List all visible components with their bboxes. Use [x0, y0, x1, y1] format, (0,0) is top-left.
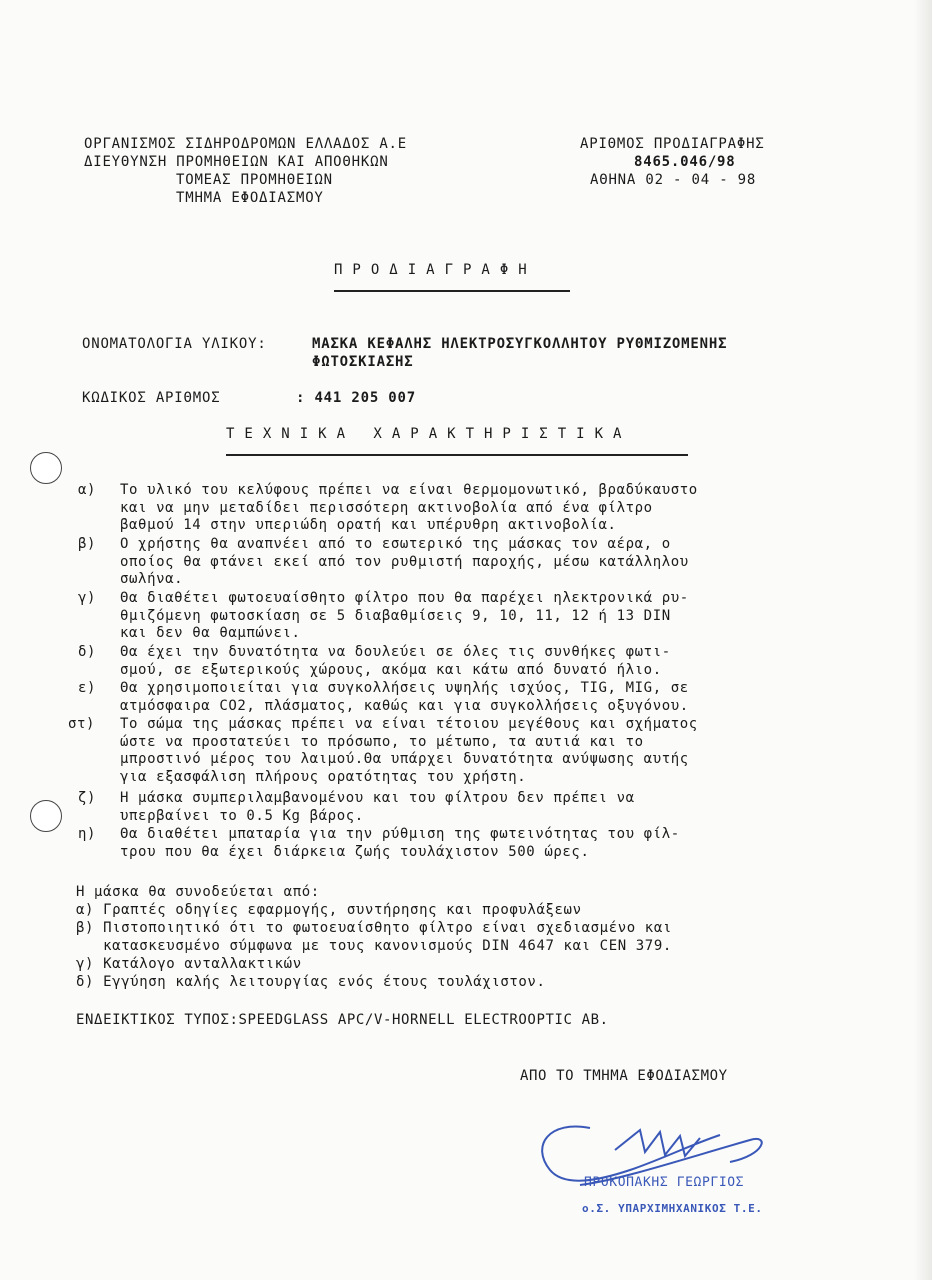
punch-hole-top [30, 452, 62, 484]
spec-item-label: δ) [78, 644, 97, 660]
org-line-1: ΟΡΓΑΝΙΣΜΟΣ ΣΙΔΗΡΟΔΡΟΜΩΝ ΕΛΛΑΔΟΣ Α.Ε [84, 136, 408, 152]
spec-item-label: β) [78, 536, 97, 552]
spec-item-text-line: Η μάσκα συμπεριλαμβανομένου και του φίλτρου δεν πρέπει να [120, 790, 635, 806]
spec-item-text-line: και δεν θα θαμπώνει. [120, 625, 301, 641]
spec-item-label: στ) [68, 716, 96, 732]
spec-item-text-line: οποίος θα φτάνει εκεί από τον ρυθμιστή παροχής, μέσω κατάλληλου [120, 553, 689, 570]
accompany-intro: Η μάσκα θα συνοδεύεται από: [76, 884, 320, 900]
accompany-line-3: κατασκευσμένο σύμφωνα με τους κανονισμούς DIN 4647 και CEN 379. [76, 938, 672, 954]
stamp-name: ΠΡΟΚΟΠΑΚΗΣ ΓΕΩΡΓΙΟΣ [584, 1175, 745, 1190]
spec-item-label: ε) [78, 680, 97, 696]
spec-item-label: η) [78, 826, 97, 842]
spec-item-text-line: σμού, σε εξωτερικούς χώρους, ακόμα και κάτω από δυνατό ήλιο. [120, 661, 662, 678]
spec-item-text-line: Το σώμα της μάσκας πρέπει να είναι τέτοιου μεγέθους και σχήματος [120, 716, 698, 732]
accompany-line-5: δ) Εγγύηση καλής λειτουργίας ενός έτους τουλάχιστον. [76, 974, 546, 990]
section-title: ΤΕΧΝΙΚΑ ΧΑΡΑΚΤΗΡΙΣΤΙΚΑ [226, 426, 632, 442]
spec-item-label: ζ) [78, 790, 97, 806]
material-name-line2: ΦΩΤΟΣΚΙΑΣΗΣ [312, 354, 414, 370]
from-department: ΑΠΟ ΤΟ ΤΜΗΜΑ ΕΦΟΔΙΑΣΜΟΥ [520, 1068, 728, 1084]
org-line-3: ΤΟΜΕΑΣ ΠΡΟΜΗΘΕΙΩΝ [176, 172, 333, 188]
accompany-line-4: γ) Κατάλογο ανταλλακτικών [76, 956, 302, 972]
spec-number-label: ΑΡΙΘΜΟΣ ΠΡΟΔΙΑΓΡΑΦΗΣ [580, 136, 765, 152]
spec-item-text-line: για εξασφάλιση πλήρους ορατότητας του χρήστη. [120, 768, 527, 785]
spec-item-label: α) [78, 482, 97, 498]
org-line-2: ΔΙΕΥΘΥΝΣΗ ΠΡΟΜΗΘΕΙΩΝ ΚΑΙ ΑΠΟΘΗΚΩΝ [84, 154, 389, 170]
spec-number: 8465.046/98 [634, 154, 736, 170]
spec-item-text-line: ώστε να προστατεύει το πρόσωπο, το μέτωπο, τα αυτιά και το [120, 733, 644, 750]
signature-scribble [520, 1100, 780, 1210]
spec-item-text-line: Ο χρήστης θα αναπνέει από το εσωτερικό της μάσκας τον αέρα, ο [120, 536, 671, 552]
code-value: : 441 205 007 [296, 390, 416, 406]
material-name-line1: ΜΑΣΚΑ ΚΕΦΑΛΗΣ ΗΛΕΚΤΡΟΣΥΓΚΟΛΛΗΤΟΥ ΡΥΘΜΙΖΟΜΕΝΗΣ [312, 336, 728, 352]
stamp-title: ο.Σ. ΥΠΑΡΧΙΜΗΧΑΝΙΚΟΣ Τ.Ε. [582, 1202, 763, 1215]
place-date: ΑΘΗΝΑ 02 - 04 - 98 [590, 172, 757, 188]
punch-hole-bottom [30, 800, 62, 832]
spec-item-text-line: βαθμού 14 στην υπεριώδη ορατή και υπέρυθρη ακτινοβολία. [120, 517, 617, 533]
accompany-line-2: β) Πιστοποιητικό ότι το φωτοευαίσθητο φίλτρο είναι σχεδιασμένο και [76, 920, 672, 936]
code-label: ΚΩΔΙΚΟΣ ΑΡΙΘΜΟΣ [82, 390, 221, 406]
spec-item-text-line: Θα έχει την δυνατότητα να δουλεύει σε όλες τις συνθήκες φωτι- [120, 644, 671, 660]
org-line-4: ΤΜΗΜΑ ΕΦΟΔΙΑΣΜΟΥ [176, 190, 324, 206]
title-underline [334, 290, 570, 292]
paper-edge-shadow [914, 0, 932, 1280]
section-title-underline [226, 454, 688, 456]
spec-item-text-line: Θα χρησιμοποιείται για συγκολλήσεις υψηλής ισχύος, TIG, MIG, σε [120, 680, 689, 696]
spec-item-text-line: μπροστινό μέρος του λαιμού.Θα υπάρχει δυνατότητα ανύψωσης αυτής [120, 751, 689, 767]
document-title: ΠΡΟΔΙΑΓΡΑΦΗ [334, 262, 537, 278]
spec-item-text-line: τρου που θα έχει διάρκεια ζωής τουλάχιστον 500 ώρες. [120, 843, 590, 860]
spec-item-text-line: υπερβαίνει το 0.5 Kg βάρος. [120, 807, 364, 824]
spec-item-label: γ) [78, 590, 97, 606]
spec-item-text-line: Θα διαθέτει φωτοευαίσθητο φίλτρο που θα παρέχει ηλεκτρονικά ρυ- [120, 590, 689, 606]
spec-item-text-line: θμιζόμενη φωτοσκίαση σε 5 διαβαθμίσεις 9, 10, 11, 12 ή 13 DIN [120, 607, 671, 624]
accompany-line-1: α) Γραπτές οδηγίες εφαρμογής, συντήρησης και προφυλάξεων [76, 902, 582, 918]
material-label: ΟΝΟΜΑΤΟΛΟΓΙΑ ΥΛΙΚΟΥ: [82, 336, 267, 352]
spec-item-text-line: Θα διαθέτει μπαταρία για την ρύθμιση της φωτεινότητας του φίλ- [120, 826, 680, 842]
spec-item-text-line: ατμόσφαιρα CO2, πλάσματος, καθώς και για συγκολλήσεις οξυγόνου. [120, 697, 689, 714]
spec-item-text-line: Το υλικό του κελύφους πρέπει να είναι θερμομονωτικό, βραδύκαυστο [120, 482, 698, 498]
indicative-type: ΕΝΔΕΙΚΤΙΚΟΣ ΤΥΠΟΣ:SPEEDGLASS APC/V-HORNELL ELECTROOPTIC AB. [76, 1012, 609, 1028]
spec-item-text-line: και να μην μεταδίδει περισσότερη ακτινοβολία από ένα φίλτρο [120, 499, 653, 516]
spec-item-text-line: σωλήνα. [120, 571, 184, 587]
